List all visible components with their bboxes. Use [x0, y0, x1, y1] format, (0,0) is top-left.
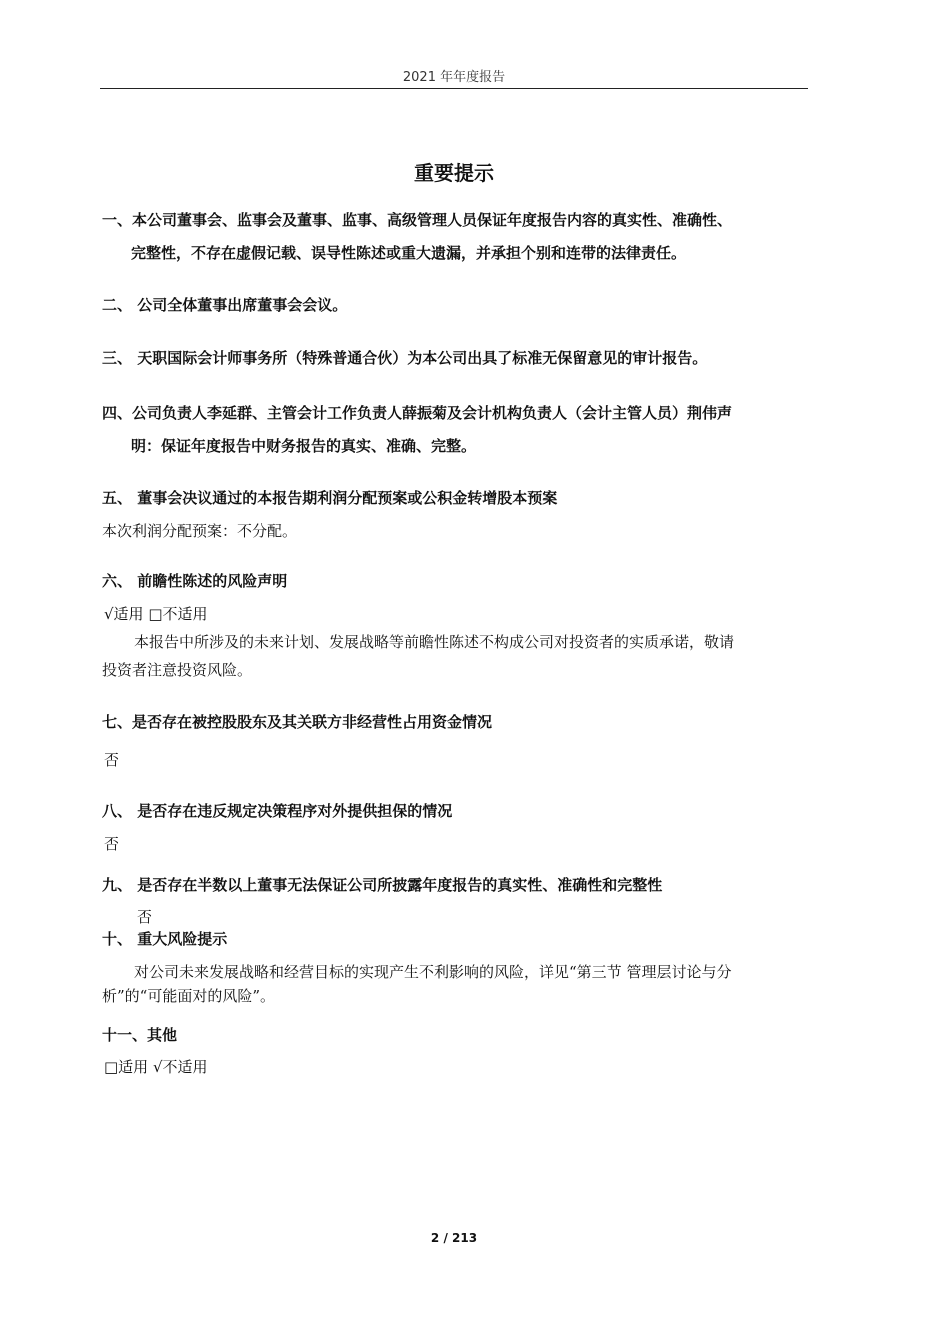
section-7-answer: 否 — [104, 751, 120, 769]
section-10-body-line-2: 析”的“可能面对的风险”。 — [102, 987, 276, 1005]
page-header: 2021 年年度报告 — [402, 70, 506, 85]
section-5-heading: 五、 董事会决议通过的本报告期利润分配预案或公积金转增股本预案 — [102, 489, 558, 507]
section-8-answer: 否 — [104, 835, 120, 853]
header-divider — [100, 88, 808, 89]
section-9-heading: 九、 是否存在半数以上董事无法保证公司所披露年度报告的真实性、准确性和完整性 — [102, 876, 663, 894]
section-3-line-1: 三、 天职国际会计师事务所（特殊普通合伙）为本公司出具了标准无保留意见的审计报告。 — [102, 349, 708, 367]
section-4-line-2: 明：保证年度报告中财务报告的真实、准确、完整。 — [131, 437, 477, 455]
section-6-applicability: √适用 □不适用 — [104, 605, 208, 623]
section-1-line-2: 完整性，不存在虚假记载、误导性陈述或重大遗漏，并承担个别和连带的法律责任。 — [131, 244, 687, 262]
section-6-body-line-1: 本报告中所涉及的未来计划、发展战略等前瞻性陈述不构成公司对投资者的实质承诺，敬请 — [134, 633, 735, 651]
section-6-body-line-2: 投资者注意投资风险。 — [102, 661, 253, 679]
section-10-heading: 十、 重大风险提示 — [102, 930, 228, 948]
section-9-answer: 否 — [137, 908, 153, 926]
section-11-heading: 十一、其他 — [102, 1026, 178, 1044]
section-5-body: 本次利润分配预案：不分配。 — [102, 522, 298, 540]
section-11-applicability: □适用 √不适用 — [104, 1058, 208, 1076]
section-7-heading: 七、是否存在被控股股东及其关联方非经营性占用资金情况 — [102, 713, 493, 731]
page-number: 2 / 213 — [430, 1231, 478, 1245]
section-4-line-1: 四、公司负责人李延群、主管会计工作负责人薛振菊及会计机构负责人（会计主管人员）荆伟声 — [102, 404, 733, 422]
page-title: 重要提示 — [414, 161, 494, 185]
section-6-heading: 六、 前瞻性陈述的风险声明 — [102, 572, 288, 590]
section-8-heading: 八、 是否存在违反规定决策程序对外提供担保的情况 — [102, 802, 453, 820]
section-1-line-1: 一、本公司董事会、监事会及董事、监事、高级管理人员保证年度报告内容的真实性、准确性、 — [102, 211, 733, 229]
section-2-line-1: 二、 公司全体董事出席董事会会议。 — [102, 296, 348, 314]
section-10-body-line-1: 对公司未来发展战略和经营目标的实现产生不利影响的风险，详见“第三节 管理层讨论与分 — [134, 963, 732, 981]
